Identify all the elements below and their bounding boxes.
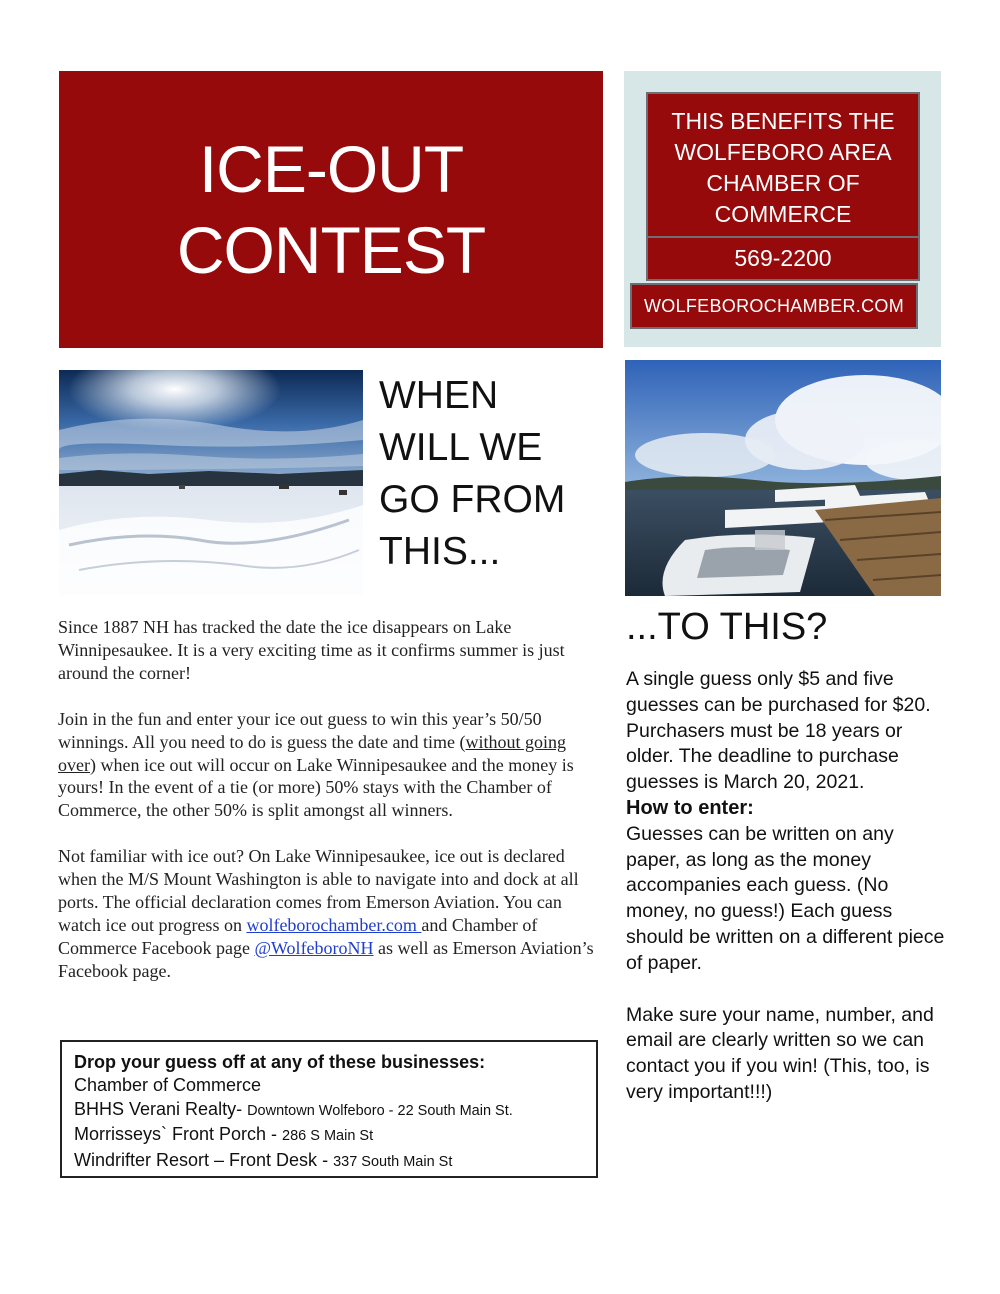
summer-marina-photo: [625, 360, 941, 596]
title-banner: [59, 71, 603, 348]
without-going-over-text: without going over: [58, 731, 566, 775]
location-name: BHHS Verani Realty-: [74, 1098, 248, 1119]
when-line: WHEN: [379, 374, 499, 417]
drop-off-location: [74, 1123, 596, 1149]
rules-text: Join in the fun and enter your ice out guess to win this year’s 50/50 winnings. All you need to do is guess the date and time (: [58, 708, 542, 752]
rules-text: ) when ice out will occur on Lake Winnipesaukee and the money is yours! In the event of a tie (or more) 50% stays with the Chamber of Commerce, the other 50% is split amongst all winners.: [58, 754, 574, 821]
winter-lake-photo: [59, 370, 363, 595]
benefits-line: CHAMBER OF: [706, 170, 860, 196]
drop-off-location: [74, 1074, 596, 1098]
how-to-enter-heading: How to enter:: [626, 796, 754, 819]
title-line-1: ICE-OUT: [198, 132, 464, 206]
phone-number: 569-2200: [646, 236, 920, 281]
when-line: THIS...: [379, 530, 501, 573]
benefits-text: [646, 92, 920, 230]
chamber-website-link[interactable]: wolfeborochamber.com: [246, 914, 422, 935]
location-name: Chamber of Commerce: [74, 1075, 262, 1095]
location-address: 286 S Main St: [282, 1128, 374, 1144]
spacer: [626, 977, 946, 1003]
to-this-heading: ...TO THIS?: [626, 606, 828, 648]
when-line: WILL WE: [379, 426, 543, 469]
benefits-box: [646, 92, 920, 247]
chamber-info-panel: [624, 71, 941, 347]
ice-out-paragraph: [58, 845, 606, 982]
drop-off-locations-box: [60, 1040, 598, 1178]
benefits-line: WOLFEBORO AREA: [674, 139, 892, 165]
location-address: Downtown Wolfeboro - 22 South Main St.: [247, 1102, 513, 1119]
facebook-page-link[interactable]: @WolfeboroNH: [254, 937, 374, 958]
entry-instructions: Guesses can be written on any paper, as long as the money accompanies each guess. (No money, no guess!) Each guess should be written on a different piece of paper.: [626, 822, 945, 974]
intro-paragraph: Since 1887 NH has tracked the date the ice disappears on Lake Winnipesaukee. It is a very exciting time as it confirms summer is just around the corner!: [58, 617, 565, 683]
ice-out-text: as well as Emerson Aviation’s Facebook page.: [58, 937, 594, 981]
contact-reminder: Make sure your name, number, and email are clearly written so we can contact you if you win! (This, too, is very important!!!): [626, 1003, 934, 1103]
ice-out-text: and Chamber of Commerce Facebook page: [58, 914, 538, 958]
title-line-2: CONTEST: [176, 213, 486, 287]
benefits-line: COMMERCE: [714, 201, 852, 227]
ice-out-text: Not familiar with ice out? On Lake Winnipesaukee, ice out is declared when the M/S Mount Washington is able to navigate into and dock at all ports. The official declaration comes from Emerson Aviation. You can watch ice out progress on: [58, 846, 579, 935]
website-label: WOLFEBOROCHAMBER.COM: [630, 283, 918, 329]
location-name: Windrifter Resort – Front Desk -: [74, 1149, 334, 1170]
drop-off-location: [74, 1098, 596, 1124]
location-address: 337 South Main St: [333, 1153, 453, 1170]
how-to-enter-section: [626, 667, 946, 1106]
contest-description: [58, 616, 606, 1006]
drop-off-title: Drop your guess off at any of these businesses:: [74, 1052, 486, 1072]
drop-off-location: [74, 1149, 596, 1175]
pricing-paragraph: A single guess only $5 and five guesses can be purchased for $20. Purchasers must be 18 years or older. The deadline to purchase guesses is March 20, 2021.: [626, 668, 931, 794]
page-title: [59, 129, 603, 291]
benefits-line: THIS BENEFITS THE: [671, 108, 895, 134]
rules-paragraph: [58, 708, 606, 823]
when-line: GO FROM: [379, 478, 566, 521]
when-heading: [379, 370, 609, 578]
location-name: Morrisseys` Front Porch -: [74, 1124, 283, 1144]
